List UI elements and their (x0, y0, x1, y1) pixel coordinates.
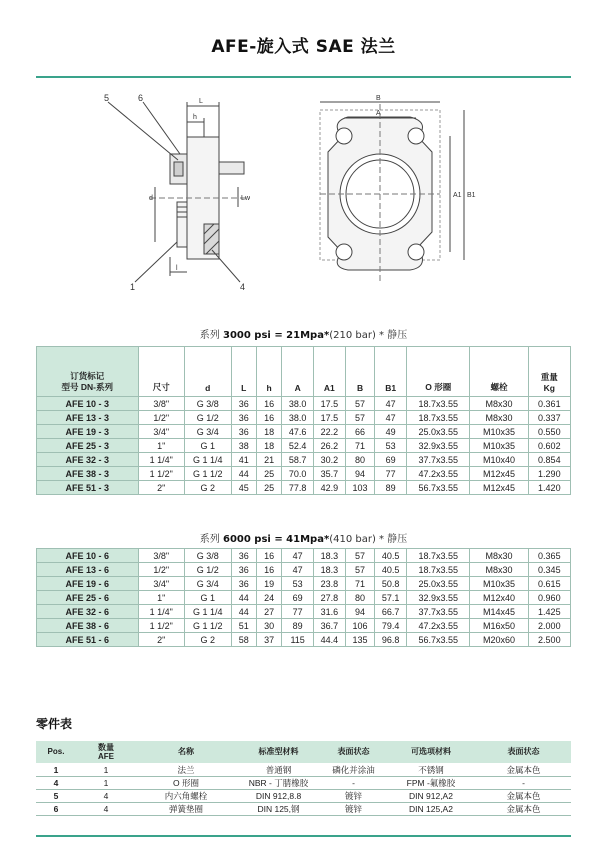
table-cell: 89 (282, 619, 314, 633)
table-cell: 4 (76, 802, 136, 815)
table-cell: DIN 912,A2 (386, 789, 476, 802)
table-cell: 47 (375, 411, 407, 425)
table-cell: 17.5 (314, 397, 346, 411)
table-cell: 44 (231, 605, 256, 619)
table-row (37, 425, 571, 439)
table-cell: 53 (282, 577, 314, 591)
table-cell: 36 (231, 411, 256, 425)
table-cell: 56.7x3.55 (407, 481, 470, 495)
table-cell: 57 (345, 563, 375, 577)
table-cell: 16 (256, 563, 281, 577)
row-label-cell: AFE 51 - 6 (37, 633, 139, 647)
table-cell: 2" (138, 481, 185, 495)
table-cell: 法兰 (136, 763, 236, 776)
table-cell: 25.0x3.55 (407, 425, 470, 439)
series2-title: 系列 6000 psi = 41Mpa*(410 bar) * 静压 (199, 534, 408, 545)
dim-l: l (176, 265, 178, 272)
table-cell: 57 (345, 549, 375, 563)
table-cell: 36 (231, 549, 256, 563)
table-cell: 3/8" (138, 397, 185, 411)
row-label-cell: AFE 25 - 6 (37, 591, 139, 605)
row-label-cell: AFE 32 - 3 (37, 453, 139, 467)
table-cell: 0.365 (528, 549, 570, 563)
table-cell: 25 (256, 467, 281, 481)
table-row (37, 591, 571, 605)
table-cell: 106 (345, 619, 375, 633)
table-cell: M8x30 (470, 411, 528, 425)
table-cell: 4 (76, 789, 136, 802)
table-cell: 2" (138, 633, 185, 647)
table-row (36, 802, 571, 815)
table-cell: 94 (345, 605, 375, 619)
table-cell: M12x45 (470, 467, 528, 481)
table-cell: 69 (375, 453, 407, 467)
table-cell: M10x35 (470, 425, 528, 439)
table-cell: 32.9x3.55 (407, 591, 470, 605)
table-cell: M10x35 (470, 439, 528, 453)
table-cell: G 3/8 (185, 397, 232, 411)
table-cell: 35.7 (314, 467, 346, 481)
table-cell: M10x35 (470, 577, 528, 591)
table-cell: 36 (231, 577, 256, 591)
table-row (37, 481, 571, 495)
table-cell: 1 1/2" (138, 619, 185, 633)
table-cell: - (321, 776, 386, 789)
table-cell: 50.8 (375, 577, 407, 591)
table-row (37, 453, 571, 467)
header-A: A (282, 347, 314, 397)
table-cell: NBR - 丁腈橡胶 (236, 776, 321, 789)
table-cell: 38.0 (282, 411, 314, 425)
table-cell: 66.7 (375, 605, 407, 619)
parts-header-surface1: 表面状态 (321, 741, 386, 763)
table-cell: 19 (256, 577, 281, 591)
table-cell: 16 (256, 397, 281, 411)
table-cell: M10x40 (470, 453, 528, 467)
table-row (37, 467, 571, 481)
table-cell: 80 (345, 591, 375, 605)
table-cell: 23.8 (314, 577, 346, 591)
header-B1: B1 (375, 347, 407, 397)
table-cell: G 3/8 (185, 549, 232, 563)
table-cell: 金属本色 (476, 789, 571, 802)
table-cell: G 1 (185, 591, 232, 605)
table-row (37, 633, 571, 647)
table-cell: 0.960 (528, 591, 570, 605)
table-cell: 0.615 (528, 577, 570, 591)
table-cell: 36 (231, 425, 256, 439)
table-cell: 1 1/4" (138, 605, 185, 619)
table-cell: 42.9 (314, 481, 346, 495)
table-cell: 41 (231, 453, 256, 467)
table-cell: G 2 (185, 633, 232, 647)
row-label-cell: 6 (36, 802, 76, 815)
table-cell: M16x50 (470, 619, 528, 633)
table-cell: 37.7x3.55 (407, 453, 470, 467)
parts-header-name: 名称 (136, 741, 236, 763)
table-cell: 96.8 (375, 633, 407, 647)
row-label-cell: AFE 25 - 3 (37, 439, 139, 453)
table-cell: 40.5 (375, 563, 407, 577)
table-cell: 1 1/4" (138, 453, 185, 467)
table-cell: 53 (375, 439, 407, 453)
table-cell: 内六角螺栓 (136, 789, 236, 802)
table-cell: M8x30 (470, 397, 528, 411)
table-cell: 57 (345, 397, 375, 411)
table-cell: 3/4" (138, 577, 185, 591)
header-bolt: 螺栓 (470, 347, 528, 397)
row-label-cell: AFE 10 - 3 (37, 397, 139, 411)
table-cell: G 1 1/4 (185, 453, 232, 467)
table-cell: 103 (345, 481, 375, 495)
table-cell: 2.000 (528, 619, 570, 633)
table-cell: 2.500 (528, 633, 570, 647)
table-cell: 49 (375, 425, 407, 439)
table-cell: 18 (256, 439, 281, 453)
table-cell: 47.2x3.55 (407, 467, 470, 481)
table-row (36, 763, 571, 776)
table-cell: 不锈钢 (386, 763, 476, 776)
table-cell: 18 (256, 425, 281, 439)
callout-1: 1 (130, 282, 136, 292)
table-cell: 56.7x3.55 (407, 633, 470, 647)
table-cell: 18.3 (314, 563, 346, 577)
table-cell: 47.6 (282, 425, 314, 439)
parts-header-qty: 数量 AFE (76, 741, 136, 763)
table-cell: 69 (282, 591, 314, 605)
table-cell: 磷化并涂油 (321, 763, 386, 776)
table-cell: 1 (76, 763, 136, 776)
table-cell: G 3/4 (185, 577, 232, 591)
table-cell: DIN 912,8.8 (236, 789, 321, 802)
table-cell: 1 1/2" (138, 467, 185, 481)
table-cell: 77.8 (282, 481, 314, 495)
header-d: d (185, 347, 232, 397)
table-cell: 16 (256, 549, 281, 563)
table-cell: 36 (231, 397, 256, 411)
table-cell: 18.7x3.55 (407, 549, 470, 563)
table-cell: M12x45 (470, 481, 528, 495)
table-row (37, 549, 571, 563)
callout-5: 5 (104, 93, 110, 103)
table-row (37, 411, 571, 425)
table-cell: 22.2 (314, 425, 346, 439)
header-B: B (345, 347, 375, 397)
dim-L: L (199, 98, 203, 105)
row-label-cell: AFE 13 - 6 (37, 563, 139, 577)
table-row (36, 789, 571, 802)
table-6000psi (36, 548, 571, 647)
row-label-cell: AFE 51 - 3 (37, 481, 139, 495)
row-label-cell: 1 (36, 763, 76, 776)
dim-B1: B1 (467, 192, 476, 199)
parts-title: 零件表 (36, 717, 73, 731)
row-label-cell: 4 (36, 776, 76, 789)
table-cell: 1 (76, 776, 136, 789)
table-row (37, 619, 571, 633)
table-cell: 94 (345, 467, 375, 481)
table-cell: 57.1 (375, 591, 407, 605)
table-cell: 0.345 (528, 563, 570, 577)
table-cell: 18.7x3.55 (407, 411, 470, 425)
table-cell: DIN 125,钢 (236, 802, 321, 815)
row-label-cell: AFE 10 - 6 (37, 549, 139, 563)
table-cell: 26.2 (314, 439, 346, 453)
table-cell: 58.7 (282, 453, 314, 467)
table-cell: M8x30 (470, 549, 528, 563)
table-cell: 38 (231, 439, 256, 453)
table-cell: 37 (256, 633, 281, 647)
table-cell: 38.0 (282, 397, 314, 411)
table-row (37, 563, 571, 577)
parts-header-surface2: 表面状态 (476, 741, 571, 763)
table-cell: 弹簧垫圈 (136, 802, 236, 815)
table-cell: 70.0 (282, 467, 314, 481)
table-cell: 25 (256, 481, 281, 495)
series1-title: 系列 3000 psi = 21Mpa*(210 bar) * 静压 (199, 330, 408, 341)
table-cell: G 1/2 (185, 563, 232, 577)
table-cell: 0.550 (528, 425, 570, 439)
table-cell: 17.5 (314, 411, 346, 425)
table-row (37, 605, 571, 619)
table-cell: O 形圈 (136, 776, 236, 789)
table-cell: 1.290 (528, 467, 570, 481)
table-3000psi (36, 346, 571, 495)
dim-A1: A1 (453, 192, 462, 199)
table-cell: 1" (138, 591, 185, 605)
table-cell: 45 (231, 481, 256, 495)
table-cell: 71 (345, 439, 375, 453)
table-cell: DIN 125,A2 (386, 802, 476, 815)
row-label-cell: AFE 32 - 6 (37, 605, 139, 619)
table-cell: 24 (256, 591, 281, 605)
table-row (37, 397, 571, 411)
table-cell: 金属本色 (476, 763, 571, 776)
flange-drawing (80, 92, 530, 297)
table-cell: 18.7x3.55 (407, 397, 470, 411)
table-row (37, 439, 571, 453)
parts-header-opt-material: 可选项材料 (386, 741, 476, 763)
page-title: AFE-旋入式 SAE 法兰 (211, 37, 396, 57)
table-cell: 58 (231, 633, 256, 647)
table-cell: 25.0x3.55 (407, 577, 470, 591)
table-cell: 32.9x3.55 (407, 439, 470, 453)
table-cell: FPM -氟橡胶 (386, 776, 476, 789)
table-cell: 77 (375, 467, 407, 481)
table-cell: 0.602 (528, 439, 570, 453)
table-cell: 3/4" (138, 425, 185, 439)
table-row (37, 577, 571, 591)
table-cell: G 1 1/2 (185, 619, 232, 633)
table-cell: 77 (282, 605, 314, 619)
table-cell: 47.2x3.55 (407, 619, 470, 633)
table-cell: 30.2 (314, 453, 346, 467)
table-cell: 71 (345, 577, 375, 591)
table-cell: M14x45 (470, 605, 528, 619)
table-cell: 1" (138, 439, 185, 453)
table-cell: 47 (282, 549, 314, 563)
dim-A: A (376, 110, 381, 117)
row-label-cell: AFE 38 - 3 (37, 467, 139, 481)
table-cell: 36 (231, 563, 256, 577)
table-cell: 79.4 (375, 619, 407, 633)
table-cell: 18.7x3.55 (407, 563, 470, 577)
table-cell: 51 (231, 619, 256, 633)
table-cell: 37.7x3.55 (407, 605, 470, 619)
table-cell: M20x60 (470, 633, 528, 647)
table-cell: 47 (375, 397, 407, 411)
parts-table (36, 741, 571, 816)
header-A1: A1 (314, 347, 346, 397)
row-label-cell: 5 (36, 789, 76, 802)
table-cell: 89 (375, 481, 407, 495)
table-cell: 镀锌 (321, 802, 386, 815)
table-cell: 普通钢 (236, 763, 321, 776)
bottom-rule (36, 835, 571, 837)
table-cell: G 3/4 (185, 425, 232, 439)
table-cell: 27 (256, 605, 281, 619)
table-cell: M8x30 (470, 563, 528, 577)
table-cell: 44.4 (314, 633, 346, 647)
table-cell: 1/2" (138, 411, 185, 425)
table-cell: 21 (256, 453, 281, 467)
table-cell: G 1 1/2 (185, 467, 232, 481)
table-cell: 18.3 (314, 549, 346, 563)
header-order: 订货标记 型号 DN-系列 (37, 347, 139, 397)
dim-d: d (149, 195, 153, 202)
header-weight: 重量 Kg (528, 347, 570, 397)
table-cell: 52.4 (282, 439, 314, 453)
table-cell: 36.7 (314, 619, 346, 633)
table-cell: 1.425 (528, 605, 570, 619)
row-label-cell: AFE 13 - 3 (37, 411, 139, 425)
table-cell: 66 (345, 425, 375, 439)
dim-B: B (376, 95, 381, 102)
table-cell: 47 (282, 563, 314, 577)
table-cell: 27.8 (314, 591, 346, 605)
table-cell: 0.361 (528, 397, 570, 411)
table-cell: M12x40 (470, 591, 528, 605)
table-cell: G 1 (185, 439, 232, 453)
header-L: L (231, 347, 256, 397)
table-cell: 115 (282, 633, 314, 647)
table-cell: 0.854 (528, 453, 570, 467)
table-cell: 80 (345, 453, 375, 467)
header-oring: O 形圈 (407, 347, 470, 397)
table-cell: 镀锌 (321, 789, 386, 802)
dim-Lw: Lw (241, 195, 250, 202)
table-cell: 57 (345, 411, 375, 425)
table-cell: 44 (231, 467, 256, 481)
table-cell: 135 (345, 633, 375, 647)
table-cell: G 1/2 (185, 411, 232, 425)
dim-h: h (193, 114, 197, 121)
table-row (36, 776, 571, 789)
header-size: 尺寸 (138, 347, 185, 397)
table-cell: 0.337 (528, 411, 570, 425)
table-cell: 1/2" (138, 563, 185, 577)
row-label-cell: AFE 38 - 6 (37, 619, 139, 633)
table-cell: 16 (256, 411, 281, 425)
row-label-cell: AFE 19 - 6 (37, 577, 139, 591)
parts-header-pos: Pos. (36, 741, 76, 763)
table-cell: 3/8" (138, 549, 185, 563)
table-cell: 金属本色 (476, 802, 571, 815)
callout-4: 4 (240, 282, 246, 292)
callout-6: 6 (138, 93, 144, 103)
table-cell: G 2 (185, 481, 232, 495)
table-cell: 1.420 (528, 481, 570, 495)
table-cell: - (476, 776, 571, 789)
row-label-cell: AFE 19 - 3 (37, 425, 139, 439)
parts-header-std-material: 标准型材料 (236, 741, 321, 763)
table-cell: 40.5 (375, 549, 407, 563)
table-cell: 44 (231, 591, 256, 605)
header-h: h (256, 347, 281, 397)
title-rule (36, 76, 571, 78)
table-cell: G 1 1/4 (185, 605, 232, 619)
table-cell: 31.6 (314, 605, 346, 619)
table-cell: 30 (256, 619, 281, 633)
